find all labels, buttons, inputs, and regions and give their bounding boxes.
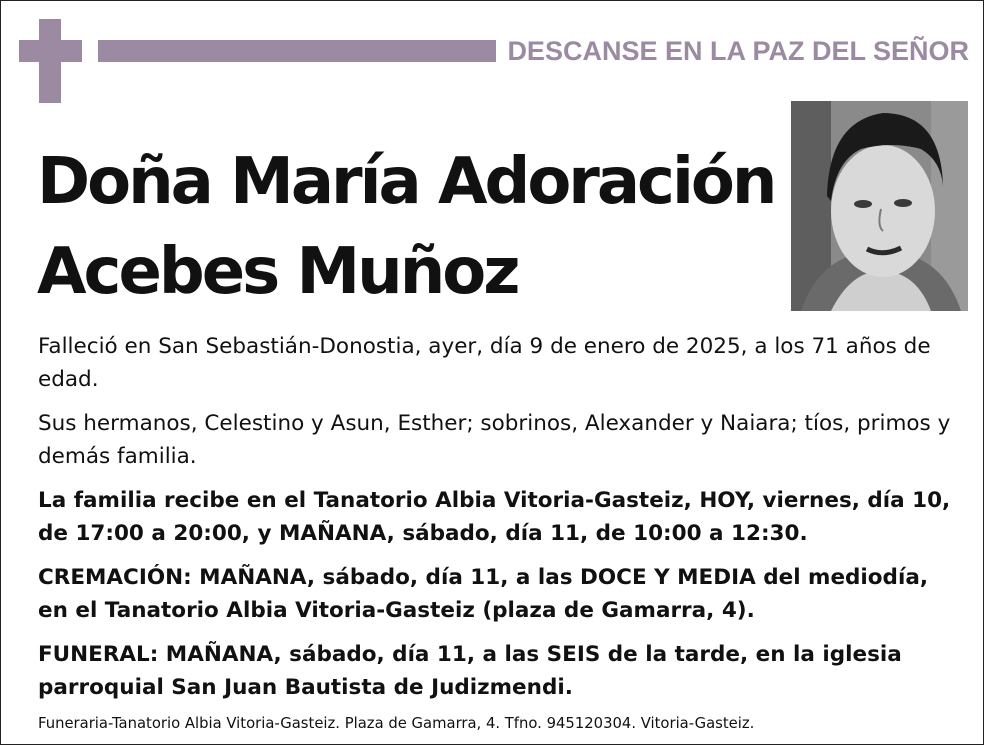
deceased-name-line1: Doña María Adoración <box>37 145 775 219</box>
deceased-name <box>37 137 777 317</box>
header-divider-bar <box>98 40 496 62</box>
notice-body <box>38 330 958 715</box>
visitation-paragraph: La familia recibe en el Tanatorio Albia Vitoria-Gasteiz, HOY, viernes, día 10, de 17:00 a 20:00, y MAÑANA, sábado, día 11, de 10:00 a 12:30. <box>38 488 951 546</box>
deceased-name-line2: Acebes Muñoz <box>37 235 518 309</box>
cross-icon-horizontal <box>19 40 82 62</box>
cremation-paragraph: CREMACIÓN: MAÑANA, sábado, día 11, a las DOCE Y MEDIA del mediodía, en el Tanatorio Albia Vitoria-Gasteiz (plaza de Gamarra, 4). <box>38 565 928 623</box>
header-title: DESCANSE EN LA PAZ DEL SEÑOR <box>507 36 969 66</box>
funeral-paragraph: FUNERAL: MAÑANA, sábado, día 11, a las SEIS de la tarde, en la iglesia parroquial San Juan Bautista de Judizmendi. <box>38 642 902 700</box>
portrait-photo-icon <box>791 101 968 311</box>
family-paragraph: Sus hermanos, Celestino y Asun, Esther; sobrinos, Alexander y Naiara; tíos, primos y demás familia. <box>38 411 951 469</box>
funeral-home-footer: Funeraria-Tanatorio Albia Vitoria-Gasteiz. Plaza de Gamarra, 4. Tfno. 945120304. Vitoria-Gasteiz. <box>38 715 755 732</box>
death-paragraph: Falleció en San Sebastián-Donostia, ayer, día 9 de enero de 2025, a los 71 años de edad. <box>38 334 931 392</box>
